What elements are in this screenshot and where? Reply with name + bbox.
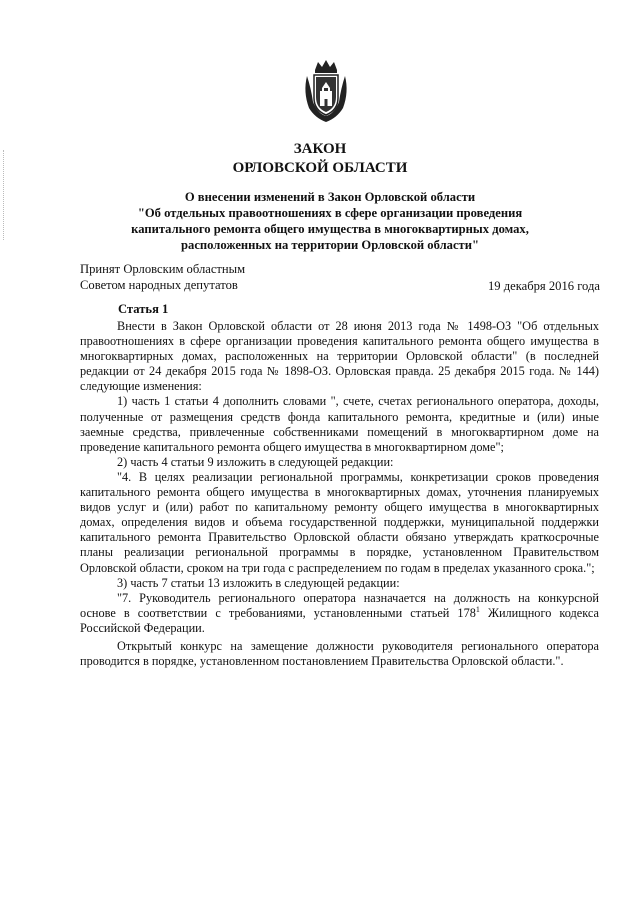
article-paragraph: Открытый конкурс на замещение должности руководителя регионального оператора проводится в порядке, установленном постановлением Правительства Орловской области.". (80, 638, 599, 669)
article-paragraph: Внести в Закон Орловской области от 28 июня 2013 года № 1498-ОЗ "Об отдельных правоотношениях в сфере организации проведения капитального ремонта общего имущества в многоквартирных домах, расположенных на территории Орловской области" (в последней редакции от 24 декабря 2015 года № 1898-ОЗ. Орловская правда. 25 декабря 2015 года. № 144) следующие изменения: (80, 319, 599, 394)
subtitle-line: "Об отдельных правоотношениях в сфере организации проведения (137, 206, 523, 220)
subtitle-line: капитального ремонта общего имущества в многоквартирных домах, (131, 222, 529, 236)
law-subtitle (120, 189, 540, 253)
paragraph-text: "7. Руководитель регионального оператора назначается на должность на конкурсной основе в соответствии с требованиями, установленными статьей 178 (80, 590, 599, 620)
law-title: ЗАКОН (293, 141, 347, 157)
coat-of-arms-icon (301, 58, 351, 124)
article-paragraph: 1) часть 1 статьи 4 дополнить словами ", счете, счетах регионального оператора, доходы, полученные от размещения средств фонда капитального ремонта, кредитные и (или) иные заемные средства, привлеченные собственниками помещений в многоквартирном доме на проведение капитального ремонта общего имущества в многоквартирном доме"; (80, 394, 599, 454)
article-paragraph: 2) часть 4 статьи 9 изложить в следующей редакции: (117, 454, 394, 469)
article-paragraph (80, 591, 599, 636)
paragraph-text: Жилищного кодекса Российской Федерации. (80, 605, 600, 635)
subtitle-line: расположенных на территории Орловской области" (181, 238, 479, 252)
subtitle-line: О внесении изменений в Закон Орловской области (184, 190, 476, 204)
superscript: 1 (475, 604, 480, 614)
article-paragraph: "4. В целях реализации региональной программы, конкретизации сроков проведения капитального ремонта общего имущества в многоквартирных домах, уточнения планируемых видов услуг и (или) работ по капитальному ремонту общего имущества в многоквартирных домах, определения видов и объема государственной поддержки, муниципальной поддержки капитального ремонта Правительство Орловской области обязано утверждать краткосрочные планы реализации региональной программы в порядке, установленном Правительством Орловской области, сроком на три года с распределением по годам в пределах указанного срока."; (80, 469, 599, 575)
article-body (80, 319, 599, 669)
article-paragraph: 3) часть 7 статьи 13 изложить в следующей редакции: (117, 575, 400, 590)
law-region: ОРЛОВСКОЙ ОБЛАСТИ (232, 160, 408, 176)
adopted-line: Советом народных депутатов (80, 277, 238, 292)
adopted-by (80, 262, 245, 293)
adopted-line: Принят Орловским областным (80, 262, 246, 276)
article-title: Статья 1 (118, 302, 169, 316)
adopted-date: 19 декабря 2016 года (487, 279, 600, 293)
